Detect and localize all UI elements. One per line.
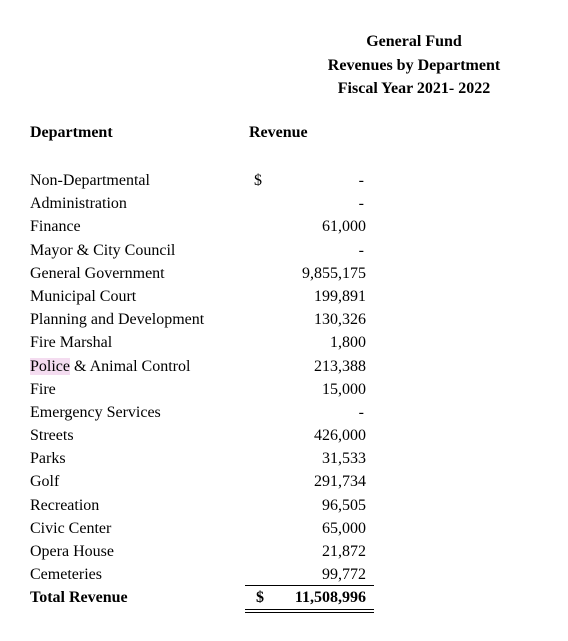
table-row bbox=[0, 285, 568, 308]
department-name: Non-Departmental bbox=[30, 172, 150, 189]
department-name: Golf bbox=[30, 473, 60, 491]
title-line-1: General Fund bbox=[366, 33, 462, 50]
revenue-value: 130,326 bbox=[314, 311, 366, 329]
department-name: Planning and Development bbox=[30, 311, 205, 329]
revenue-value: 15,000 bbox=[322, 380, 366, 398]
table-row bbox=[0, 308, 568, 331]
department-name: Parks bbox=[30, 450, 66, 468]
department-name: General Government bbox=[30, 264, 165, 282]
revenue-value: 291,734 bbox=[314, 473, 366, 491]
revenue-value: 213,388 bbox=[314, 357, 366, 375]
table-row bbox=[0, 540, 568, 563]
department-name: Streets bbox=[30, 427, 74, 445]
revenue-value: 99,772 bbox=[322, 566, 366, 584]
total-row bbox=[0, 586, 568, 609]
table-row bbox=[0, 517, 568, 540]
table-row bbox=[0, 215, 568, 238]
revenue-value: 61,000 bbox=[322, 218, 366, 236]
table-row bbox=[0, 401, 568, 424]
department-name: Police & Animal Control bbox=[30, 357, 191, 375]
department-name: Fire Marshal bbox=[30, 334, 113, 352]
department-column-header: Department bbox=[30, 124, 113, 141]
department-name: Recreation bbox=[30, 496, 100, 514]
revenue-value: 31,533 bbox=[322, 450, 366, 468]
table-row bbox=[0, 563, 568, 586]
table-row bbox=[0, 192, 568, 215]
table-row bbox=[0, 424, 568, 447]
title-line-2: Revenues by Department bbox=[327, 56, 501, 74]
table-row bbox=[0, 331, 568, 354]
table-row bbox=[0, 169, 568, 192]
table-row bbox=[0, 447, 568, 470]
revenue-value: 199,891 bbox=[314, 287, 366, 305]
department-name: Civic Center bbox=[30, 519, 112, 537]
revenue-value: 96,505 bbox=[322, 496, 366, 514]
total-label: Total Revenue bbox=[30, 589, 128, 606]
revenue-value: 1,800 bbox=[330, 334, 366, 352]
title-line-3: Fiscal Year 2021- 2022 bbox=[337, 80, 491, 97]
revenue-dash: - bbox=[358, 241, 364, 259]
table-row bbox=[0, 262, 568, 285]
revenue-dash: - bbox=[358, 172, 364, 189]
revenue-value: 65,000 bbox=[322, 519, 366, 537]
report-title bbox=[263, 30, 565, 101]
total-double-rule-lower bbox=[245, 612, 374, 613]
highlighted-text: Police bbox=[30, 357, 70, 375]
revenue-dash: - bbox=[358, 195, 364, 213]
department-name: Administration bbox=[30, 195, 127, 213]
revenue-value: 21,872 bbox=[322, 543, 366, 560]
department-name: Cemeteries bbox=[30, 566, 102, 584]
department-name: Opera House bbox=[30, 543, 114, 560]
department-name: Fire bbox=[30, 380, 56, 398]
revenue-dash: - bbox=[358, 403, 364, 421]
total-value: 11,508,996 bbox=[294, 589, 366, 606]
department-name: Finance bbox=[30, 218, 81, 236]
table-row bbox=[0, 355, 568, 378]
department-name: Mayor & City Council bbox=[30, 241, 176, 259]
revenue-value: 426,000 bbox=[314, 427, 366, 445]
total-double-rule-upper bbox=[245, 609, 374, 610]
table-row bbox=[0, 494, 568, 517]
revenue-table bbox=[0, 169, 568, 586]
revenue-value: 9,855,175 bbox=[302, 264, 366, 282]
table-row bbox=[0, 378, 568, 401]
department-name: Emergency Services bbox=[30, 403, 161, 421]
table-row bbox=[0, 239, 568, 262]
total-currency-symbol: $ bbox=[256, 589, 264, 606]
table-row bbox=[0, 470, 568, 493]
currency-symbol: $ bbox=[254, 172, 262, 189]
department-name: Municipal Court bbox=[30, 287, 137, 305]
revenue-column-header: Revenue bbox=[249, 124, 308, 141]
